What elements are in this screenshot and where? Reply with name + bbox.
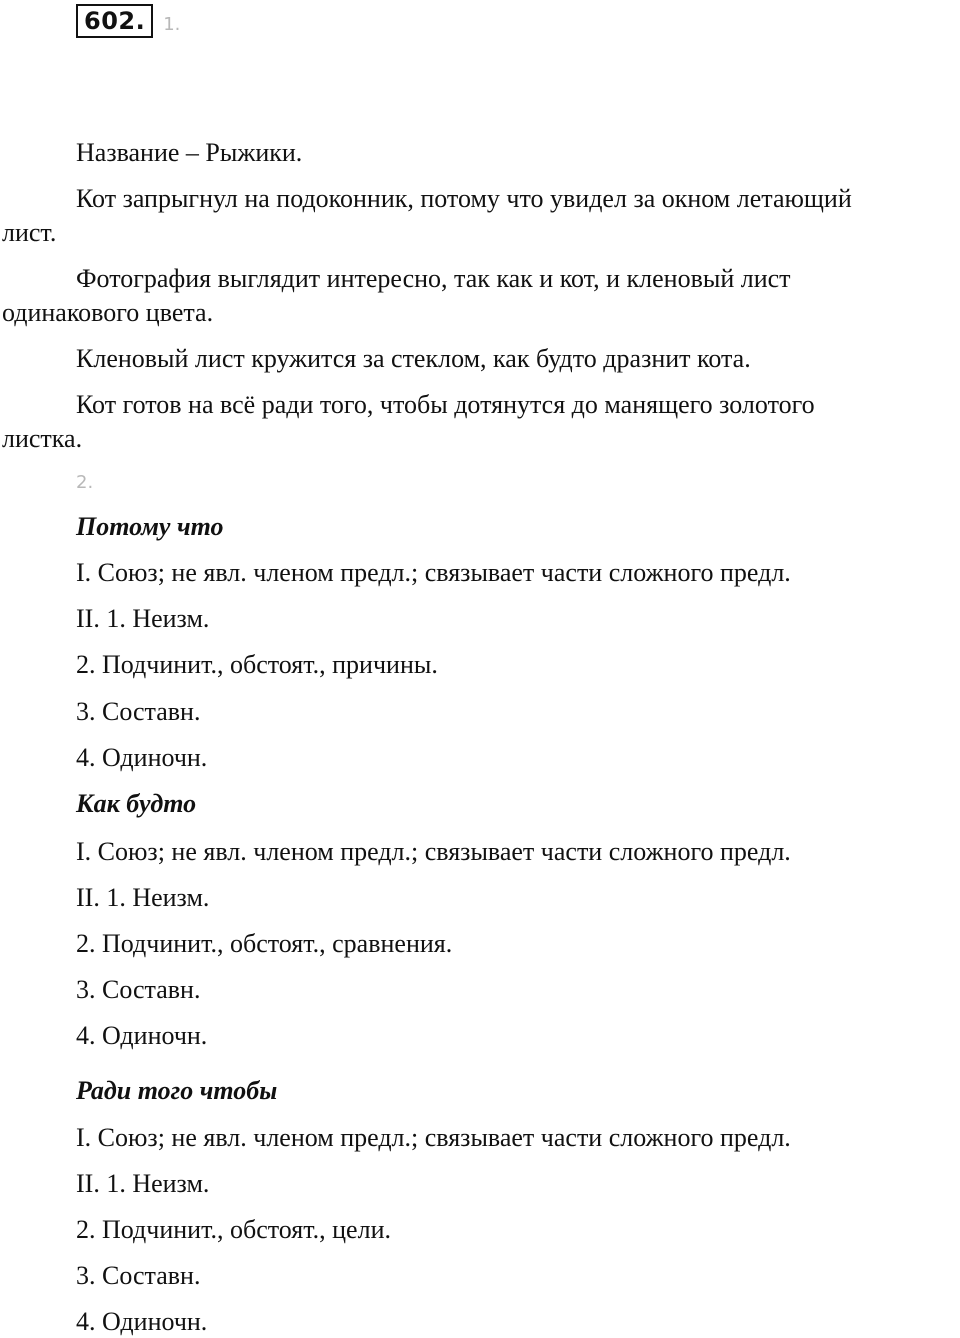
analysis-line: I. Союз; не явл. членом предл.; связывает части сложного предл.	[76, 1123, 791, 1152]
paragraph-line: лист.	[2, 218, 57, 247]
paragraph-line: Фотография выглядит интересно, так как и кот, и кленовый лист	[76, 264, 791, 293]
analysis-line: 4. Одиночн.	[76, 1307, 208, 1336]
paragraph-title-line: Название – Рыжики.	[76, 138, 303, 167]
task-header	[76, 4, 180, 38]
analysis-line: 3. Составн.	[76, 975, 201, 1004]
analysis-line: II. 1. Неизм.	[76, 604, 210, 633]
analysis-line: 2. Подчинит., обстоят., сравнения.	[76, 929, 453, 958]
analysis-line: 2. Подчинит., обстоят., цели.	[76, 1215, 391, 1244]
part-1-label: 1.	[163, 13, 181, 35]
analysis-line: 2. Подчинит., обстоят., причины.	[76, 650, 438, 679]
section-heading: Ради того чтобы	[76, 1076, 278, 1105]
analysis-line: I. Союз; не явл. членом предл.; связывает части сложного предл.	[76, 558, 791, 587]
analysis-line: II. 1. Неизм.	[76, 883, 210, 912]
paragraph-line: Кот готов на всё ради того, чтобы дотянутся до манящего золотого	[76, 390, 815, 419]
paragraph-line: Кот запрыгнул на подоконник, потому что увидел за окном летающий	[76, 184, 852, 213]
analysis-line: 3. Составн.	[76, 697, 201, 726]
part-2-label: 2.	[76, 472, 94, 493]
analysis-line: 4. Одиночн.	[76, 1021, 208, 1050]
paragraph-line: листка.	[2, 424, 83, 453]
analysis-line: 3. Составн.	[76, 1261, 201, 1290]
analysis-line: 4. Одиночн.	[76, 743, 208, 772]
task-number: 602.	[76, 4, 153, 38]
paragraph-line: Кленовый лист кружится за стеклом, как будто дразнит кота.	[76, 344, 751, 373]
section-heading: Потому что	[76, 512, 224, 541]
paragraph-line: одинакового цвета.	[2, 298, 214, 327]
analysis-line: II. 1. Неизм.	[76, 1169, 210, 1198]
analysis-line: I. Союз; не явл. членом предл.; связывает части сложного предл.	[76, 837, 791, 866]
section-heading: Как будто	[76, 789, 197, 818]
